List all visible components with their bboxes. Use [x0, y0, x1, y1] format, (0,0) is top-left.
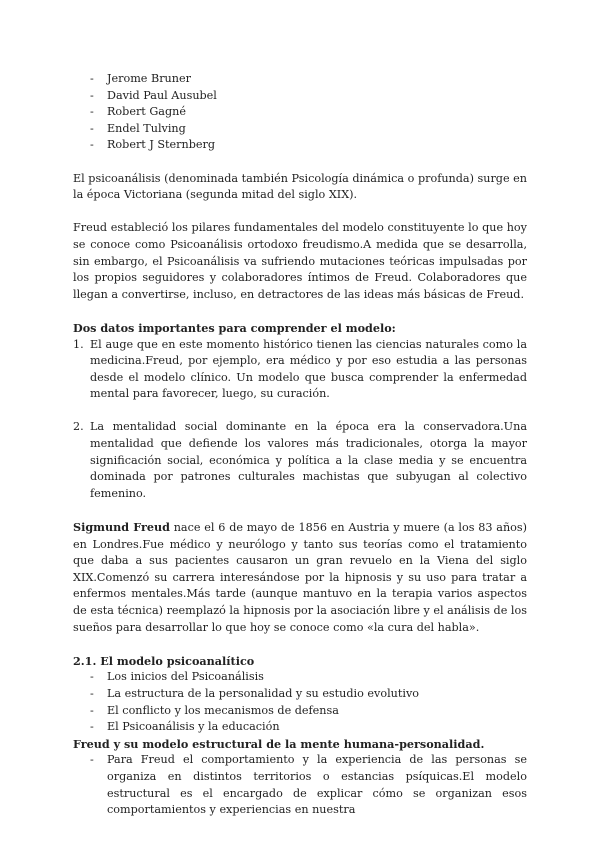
names-list [73, 71, 527, 154]
list-item [73, 337, 527, 403]
paragraph-freud-pilares: Freud estableció los pilares fundamentales del modelo constituyente lo que hoy se conoce como Psicoanálisis ortodoxo freudismo.A medida que se desarrolla, sin embargo, el Psicoanálisis va sufriendo mutaciones teóricas impulsadas por los propios seguidores y colaboradores íntimos de Freud. Colaboradores que llegan a convertirse, incluso, en detractores de las ideas más básicas de Freud. [73, 221, 527, 301]
sigmund-freud-name: Sigmund Freud [73, 520, 170, 535]
list-number: 2. [73, 420, 84, 434]
datos-list [73, 337, 527, 503]
list-spacer [73, 403, 527, 420]
sigmund-freud-text: nace el 6 de mayo de 1856 en Austria y muere (a los 83 años) en Londres.Fue médico y neurólogo y tanto sus teorías como el tratamiento que daba a sus pacientes causaron un gran revuelo en la Viena del siglo XIX.Comenzó su carrera interesándose por la hipnosis y su uso para tratar a enfermos mentales.Más tarde (aunque mantuvo en la terapia varios aspectos de esta técnica) reemplazó la hipnosis por la asociación libre y el análisis de los sueños para desarrollar lo que hoy se conoce como «la cura del habla». [73, 521, 527, 634]
list-item: - La estructura de la personalidad y su estudio evolutivo [73, 686, 527, 703]
modelo-list [73, 669, 527, 735]
paragraph-sigmund-freud [73, 519, 527, 636]
estructural-list [73, 752, 527, 818]
list-item: - Robert J Sternberg [73, 137, 527, 154]
list-item: - Jerome Bruner [73, 71, 527, 88]
heading-modelo-psicoanalitico: 2.1. El modelo psicoanalítico [73, 653, 255, 668]
page-content [73, 71, 527, 819]
list-item [73, 419, 527, 502]
heading-modelo-estructural: Freud y su modelo estructural de la mente humana-personalidad. [73, 736, 485, 751]
paragraph-psicoanalisis: El psicoanálisis (denominada también Psicología dinámica o profunda) surge en la época Victoriana (segunda mitad del siglo XIX). [73, 171, 527, 202]
list-number: 1. [73, 337, 84, 351]
list-item-text: La mentalidad social dominante en la época era la conservadora.Una mentalidad que defiende los valores más tradicionales, otorga la mayor significación social, económica y política a la clase media y se encuentra dominada por patrones culturales machistas que subyugan al colectivo femenino. [90, 420, 527, 500]
heading-dos-datos: Dos datos importantes para comprender el modelo: [73, 320, 396, 335]
list-item: - El conflicto y los mecanismos de defensa [73, 703, 527, 720]
list-item: - Los inicios del Psicoanálisis [73, 669, 527, 686]
list-item: - Endel Tulving [73, 121, 527, 138]
list-item: - El Psicoanálisis y la educación [73, 719, 527, 736]
list-item: - Para Freud el comportamiento y la experiencia de las personas se organiza en distintos territorios o estancias psíquicas.El modelo estructural es el encargado de explicar cómo se organizan esos comportamientos y experiencias en nuestra [73, 752, 527, 818]
list-item-text: El auge que en este momento histórico tienen las ciencias naturales como la medicina.Freud, por ejemplo, era médico y por eso estudia a las personas desde el modelo clínico. Un modelo que busca comprender la enfermedad mental para favorecer, luego, su curación. [90, 337, 527, 401]
list-item: - Robert Gagné [73, 104, 527, 121]
list-item: - David Paul Ausubel [73, 88, 527, 105]
